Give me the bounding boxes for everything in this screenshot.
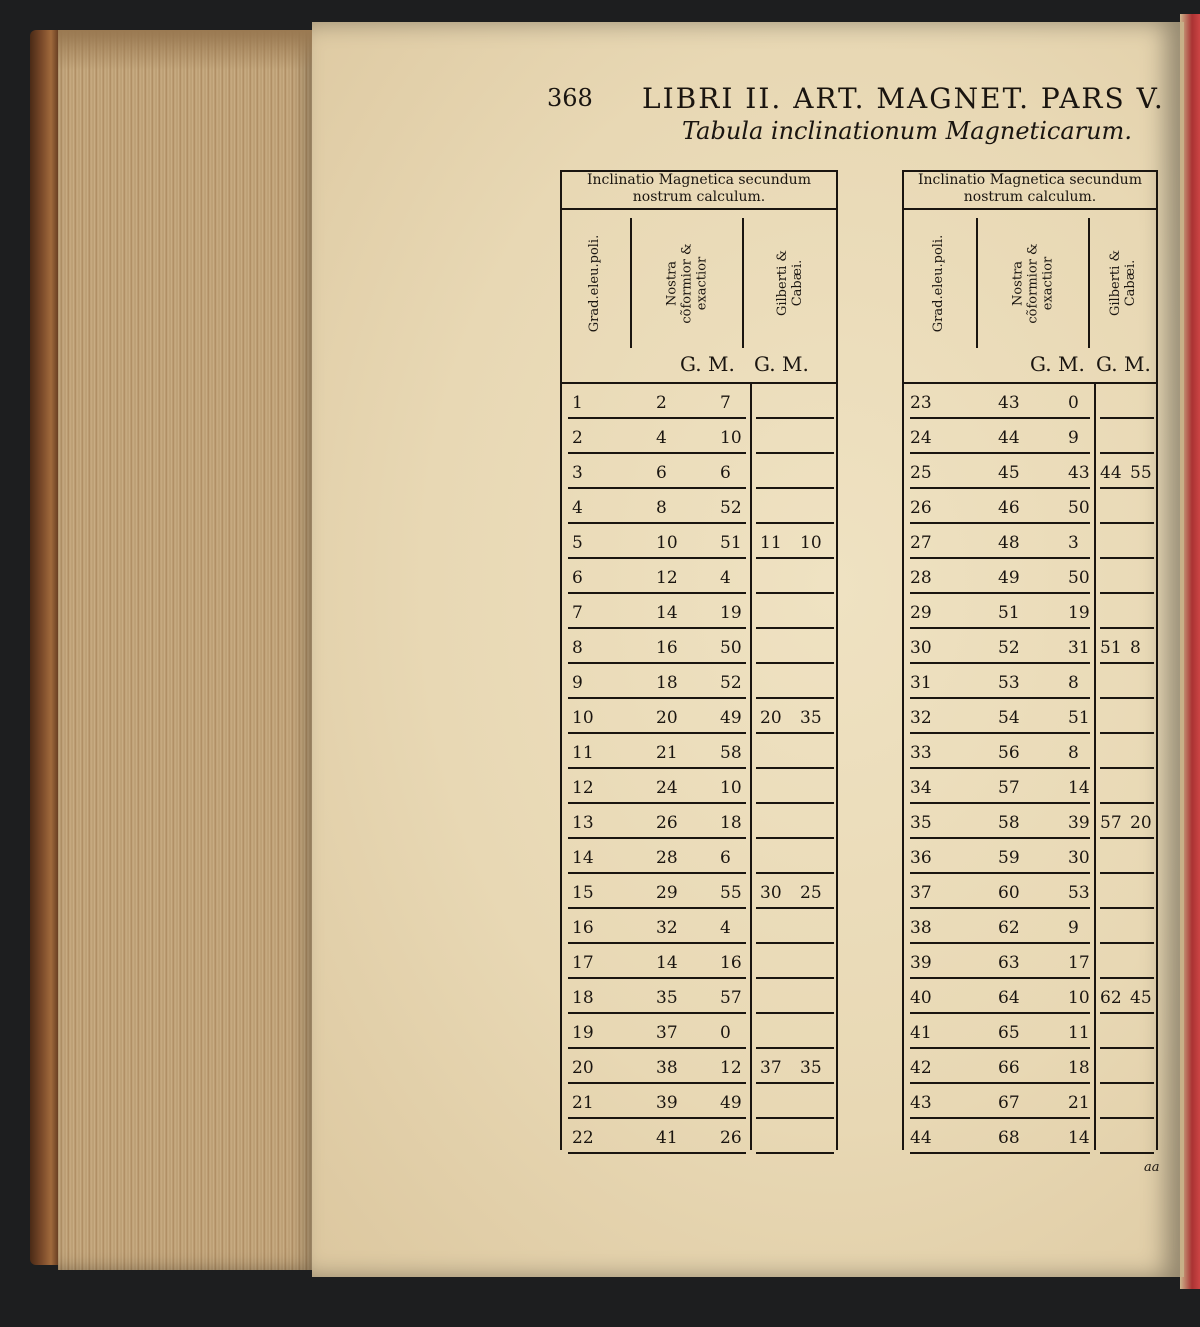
table-row: [560, 664, 838, 699]
cell-degrees: 29: [656, 883, 678, 903]
cell-elevation: 1: [572, 393, 583, 413]
cell-minutes: 11: [1068, 1023, 1090, 1043]
header-ours: Nostra cõformior & exactior: [1010, 242, 1056, 324]
cell-minutes: 14: [1068, 778, 1090, 798]
cell-elevation: 13: [572, 813, 594, 833]
cell-minutes: 8: [1068, 743, 1079, 763]
table-row: [560, 1049, 838, 1084]
header-gilbert: Gilberti & Cabæi.: [1108, 249, 1138, 316]
cell-elevation: 7: [572, 603, 583, 623]
table-row: [902, 699, 1158, 734]
cell-elevation: 41: [910, 1023, 932, 1043]
table-row: [560, 524, 838, 559]
table-row: [902, 1084, 1158, 1119]
cell-elevation: 28: [910, 568, 932, 588]
unit-ours: G. M.: [1030, 352, 1085, 376]
cell-degrees: 62: [998, 918, 1020, 938]
cell-minutes: 17: [1068, 953, 1090, 973]
cell-elevation: 43: [910, 1093, 932, 1113]
cell-elevation: 38: [910, 918, 932, 938]
cell-elevation: 25: [910, 463, 932, 483]
cell-degrees: 10: [656, 533, 678, 553]
cell-elevation: 3: [572, 463, 583, 483]
cell-elevation: 31: [910, 673, 932, 693]
table-row: [902, 979, 1158, 1014]
cell-minutes: 49: [720, 708, 742, 728]
table-row: [902, 839, 1158, 874]
table-row: [560, 979, 838, 1014]
cell-minutes: 10: [1068, 988, 1090, 1008]
table-row: [560, 594, 838, 629]
cell-minutes: 8: [1068, 673, 1079, 693]
cell-gilbert-minutes: 10: [800, 533, 822, 553]
cell-minutes: 0: [1068, 393, 1079, 413]
cell-minutes: 50: [1068, 568, 1090, 588]
table-row: [560, 734, 838, 769]
table-row: [902, 944, 1158, 979]
cell-elevation: 35: [910, 813, 932, 833]
cell-minutes: 52: [720, 673, 742, 693]
cell-minutes: 55: [720, 883, 742, 903]
unit-gilbert: G. M.: [1096, 352, 1151, 376]
cell-gilbert-degrees: 11: [760, 533, 782, 553]
facing-page-edge: [1180, 14, 1200, 1289]
cell-degrees: 57: [998, 778, 1020, 798]
cell-minutes: 18: [720, 813, 742, 833]
cell-elevation: 17: [572, 953, 594, 973]
cell-minutes: 12: [720, 1058, 742, 1078]
cell-minutes: 6: [720, 848, 731, 868]
cell-minutes: 7: [720, 393, 731, 413]
table-row: [560, 454, 838, 489]
cell-degrees: 59: [998, 848, 1020, 868]
table-row: [902, 769, 1158, 804]
cell-elevation: 37: [910, 883, 932, 903]
cell-degrees: 53: [998, 673, 1020, 693]
cell-degrees: 39: [656, 1093, 678, 1113]
cell-minutes: 50: [1068, 498, 1090, 518]
cell-minutes: 18: [1068, 1058, 1090, 1078]
cell-elevation: 20: [572, 1058, 594, 1078]
cell-degrees: 64: [998, 988, 1020, 1008]
table-row: [902, 629, 1158, 664]
cell-degrees: 38: [656, 1058, 678, 1078]
cell-elevation: 23: [910, 393, 932, 413]
cell-elevation: 42: [910, 1058, 932, 1078]
cell-elevation: 33: [910, 743, 932, 763]
cell-gilbert-minutes: 20: [1130, 813, 1152, 833]
table-row: [560, 769, 838, 804]
cell-degrees: 2: [656, 393, 667, 413]
cell-elevation: 12: [572, 778, 594, 798]
cell-gilbert-degrees: 37: [760, 1058, 782, 1078]
cell-elevation: 6: [572, 568, 583, 588]
cell-gilbert-degrees: 20: [760, 708, 782, 728]
cell-gilbert-minutes: 35: [800, 1058, 822, 1078]
cell-elevation: 44: [910, 1128, 932, 1148]
cell-elevation: 5: [572, 533, 583, 553]
cell-minutes: 50: [720, 638, 742, 658]
cell-minutes: 9: [1068, 918, 1079, 938]
cell-gilbert-degrees: 57: [1100, 813, 1122, 833]
cell-minutes: 16: [720, 953, 742, 973]
cell-elevation: 29: [910, 603, 932, 623]
cell-gilbert-degrees: 62: [1100, 988, 1122, 1008]
table-row: [902, 419, 1158, 454]
book-page: [312, 22, 1180, 1277]
cell-elevation: 27: [910, 533, 932, 553]
cell-degrees: 58: [998, 813, 1020, 833]
cell-degrees: 32: [656, 918, 678, 938]
table-row: [560, 1014, 838, 1049]
cell-elevation: 39: [910, 953, 932, 973]
cell-degrees: 26: [656, 813, 678, 833]
cell-gilbert-degrees: 44: [1100, 463, 1122, 483]
cell-degrees: 44: [998, 428, 1020, 448]
cell-degrees: 14: [656, 603, 678, 623]
table-row: [560, 804, 838, 839]
cell-degrees: 37: [656, 1023, 678, 1043]
cell-minutes: 9: [1068, 428, 1079, 448]
table-row: [902, 734, 1158, 769]
cell-minutes: 6: [720, 463, 731, 483]
cell-minutes: 53: [1068, 883, 1090, 903]
cell-minutes: 3: [1068, 533, 1079, 553]
cell-gilbert-minutes: 8: [1130, 638, 1141, 658]
table-row: [902, 489, 1158, 524]
cell-gilbert-minutes: 35: [800, 708, 822, 728]
table-row: [560, 944, 838, 979]
cell-degrees: 60: [998, 883, 1020, 903]
cell-degrees: 63: [998, 953, 1020, 973]
cell-elevation: 40: [910, 988, 932, 1008]
table-row: [560, 699, 838, 734]
cell-degrees: 16: [656, 638, 678, 658]
table-row: [560, 839, 838, 874]
header-elevation: Grad.eleu.poli.: [931, 234, 947, 332]
table-row: [902, 874, 1158, 909]
cell-elevation: 14: [572, 848, 594, 868]
book-spine-edge: [30, 30, 60, 1265]
cell-minutes: 51: [720, 533, 742, 553]
cell-degrees: 46: [998, 498, 1020, 518]
page-number: 368: [547, 84, 593, 112]
cell-minutes: 52: [720, 498, 742, 518]
cell-degrees: 8: [656, 498, 667, 518]
cell-elevation: 18: [572, 988, 594, 1008]
cell-degrees: 14: [656, 953, 678, 973]
inclination-table-right: [902, 170, 1158, 1150]
unit-ours: G. M.: [680, 352, 735, 376]
cell-minutes: 43: [1068, 463, 1090, 483]
cell-minutes: 10: [720, 778, 742, 798]
table-row: [902, 909, 1158, 944]
cell-minutes: 4: [720, 568, 731, 588]
cell-minutes: 10: [720, 428, 742, 448]
cell-degrees: 41: [656, 1128, 678, 1148]
cell-elevation: 19: [572, 1023, 594, 1043]
cell-minutes: 58: [720, 743, 742, 763]
cell-degrees: 56: [998, 743, 1020, 763]
cell-degrees: 21: [656, 743, 678, 763]
table-row: [902, 384, 1158, 419]
table-row: [902, 664, 1158, 699]
cell-minutes: 51: [1068, 708, 1090, 728]
cell-elevation: 21: [572, 1093, 594, 1113]
cell-elevation: 22: [572, 1128, 594, 1148]
table-title: Tabula inclinationum Magneticarum.: [682, 117, 1132, 145]
cell-minutes: 4: [720, 918, 731, 938]
running-head: LIBRI II. ART. MAGNET. PARS V.: [642, 82, 1165, 115]
table-row: [560, 909, 838, 944]
cell-degrees: 52: [998, 638, 1020, 658]
table-row: [902, 1049, 1158, 1084]
cell-minutes: 26: [720, 1128, 742, 1148]
cell-degrees: 6: [656, 463, 667, 483]
cell-elevation: 30: [910, 638, 932, 658]
cell-minutes: 57: [720, 988, 742, 1008]
cell-minutes: 21: [1068, 1093, 1090, 1113]
table-row: [902, 1014, 1158, 1049]
cell-minutes: 14: [1068, 1128, 1090, 1148]
header-ours: Nostra cõformior & exactior: [664, 242, 710, 324]
cell-minutes: 0: [720, 1023, 731, 1043]
cell-degrees: 28: [656, 848, 678, 868]
cell-gilbert-degrees: 51: [1100, 638, 1122, 658]
cell-elevation: 8: [572, 638, 583, 658]
table-row: [902, 594, 1158, 629]
cell-degrees: 12: [656, 568, 678, 588]
cell-elevation: 32: [910, 708, 932, 728]
cell-elevation: 36: [910, 848, 932, 868]
cell-degrees: 66: [998, 1058, 1020, 1078]
cell-degrees: 48: [998, 533, 1020, 553]
column-group-heading: Inclinatio Magnetica secundum nostrum calculum.: [587, 172, 811, 205]
cell-degrees: 51: [998, 603, 1020, 623]
cell-gilbert-degrees: 30: [760, 883, 782, 903]
table-row: [902, 804, 1158, 839]
book-page-block: [58, 30, 318, 1270]
cell-elevation: 2: [572, 428, 583, 448]
signature-mark: aa: [1144, 1160, 1160, 1175]
header-gilbert: Gilberti & Cabæi.: [775, 250, 805, 317]
unit-gilbert: G. M.: [754, 352, 809, 376]
cell-degrees: 49: [998, 568, 1020, 588]
table-row: [560, 419, 838, 454]
cell-elevation: 26: [910, 498, 932, 518]
cell-degrees: 43: [998, 393, 1020, 413]
cell-degrees: 54: [998, 708, 1020, 728]
cell-elevation: 4: [572, 498, 583, 518]
table-row: [560, 489, 838, 524]
cell-elevation: 34: [910, 778, 932, 798]
table-row: [902, 454, 1158, 489]
cell-gilbert-minutes: 55: [1130, 463, 1152, 483]
table-row: [560, 384, 838, 419]
table-row: [560, 629, 838, 664]
table-row: [902, 1119, 1158, 1154]
cell-elevation: 11: [572, 743, 594, 763]
cell-degrees: 67: [998, 1093, 1020, 1113]
cell-elevation: 9: [572, 673, 583, 693]
cell-minutes: 39: [1068, 813, 1090, 833]
cell-elevation: 10: [572, 708, 594, 728]
cell-gilbert-minutes: 45: [1130, 988, 1152, 1008]
cell-degrees: 65: [998, 1023, 1020, 1043]
cell-degrees: 4: [656, 428, 667, 448]
cell-minutes: 30: [1068, 848, 1090, 868]
cell-degrees: 35: [656, 988, 678, 1008]
table-row: [902, 559, 1158, 594]
column-group-heading: Inclinatio Magnetica secundum nostrum calculum.: [918, 172, 1142, 205]
table-row: [560, 559, 838, 594]
cell-gilbert-minutes: 25: [800, 883, 822, 903]
table-row: [560, 874, 838, 909]
cell-degrees: 45: [998, 463, 1020, 483]
header-elevation: Grad.eleu.poli.: [587, 234, 603, 332]
cell-minutes: 19: [1068, 603, 1090, 623]
table-row: [560, 1119, 838, 1154]
cell-degrees: 68: [998, 1128, 1020, 1148]
cell-minutes: 31: [1068, 638, 1090, 658]
cell-minutes: 49: [720, 1093, 742, 1113]
cell-elevation: 16: [572, 918, 594, 938]
cell-elevation: 24: [910, 428, 932, 448]
table-row: [560, 1084, 838, 1119]
inclination-table-left: [560, 170, 838, 1150]
cell-minutes: 19: [720, 603, 742, 623]
table-row: [902, 524, 1158, 559]
cell-elevation: 15: [572, 883, 594, 903]
cell-degrees: 20: [656, 708, 678, 728]
cell-degrees: 18: [656, 673, 678, 693]
cell-degrees: 24: [656, 778, 678, 798]
